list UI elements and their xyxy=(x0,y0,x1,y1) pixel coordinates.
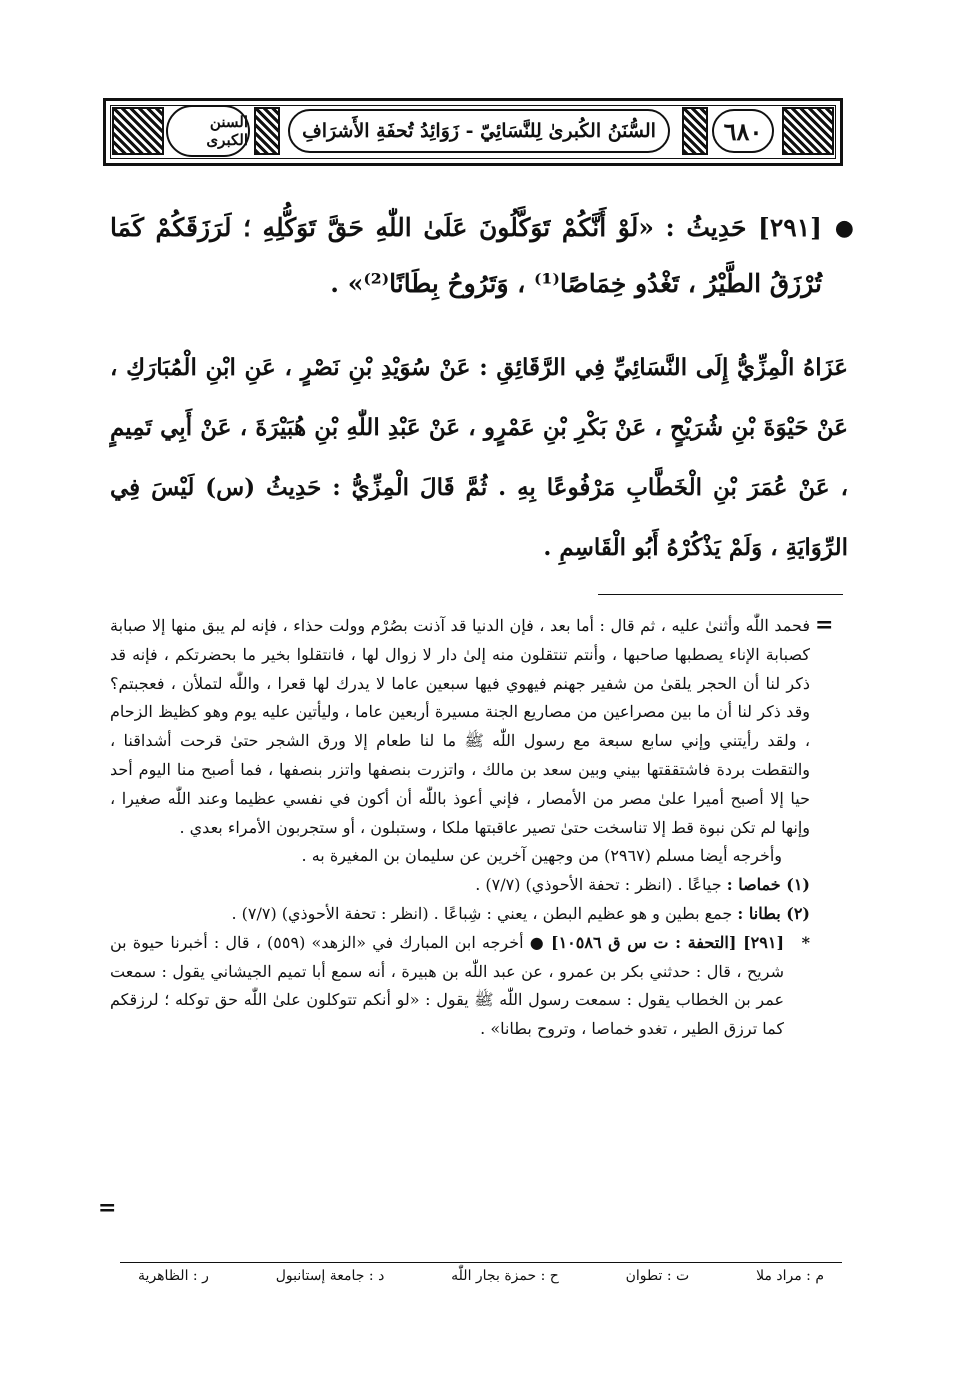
narration-paragraph xyxy=(110,338,848,578)
ornament-right-inner xyxy=(682,107,708,155)
siglum-item: ح : حمزة بجار اللّٰه xyxy=(451,1268,559,1284)
footnote-also: وأخرجه أيضا مسلم (٢٩٦٧) من وجهين آخرين عن سليمان بن المغيرة به . xyxy=(301,846,782,866)
continuation-mark: = xyxy=(815,612,834,638)
continuation-mark-end: = xyxy=(98,1195,117,1221)
book-emblem-logo xyxy=(166,105,250,157)
emblem-text: السنن الكبرى xyxy=(206,113,248,149)
hadith-text: [٢٩١] حَدِيثُ : «لَوْ أَنَّكُمْ تَوَكَّلُونَ عَلَىٰ اللّٰهِ حَقَّ تَوَكُّلِهِ ؛ لَرَزَقَكُمْ كَمَا تُرْزَقُ الطَّيْرُ ، تَغْدُو خِمَاصًا⁽¹⁾ ، وَتَرُوحُ بِطَانًا⁽²⁾» . xyxy=(110,213,822,298)
footnote-separator xyxy=(598,594,843,595)
narration-text: عَزَاهُ الْمِزِّيُّ إِلَى النَّسَائِيِّ فِي الرَّقَائِقِ : عَنْ سُوَيْدِ بْنِ نَصْرٍ ، عَنِ ابْنِ الْمُبَارَكِ ، عَنْ حَيْوَةَ بْنِ شُرَيْحٍ ، عَنْ بَكْرِ بْنِ عَمْرٍو ، عَنْ عَبْدِ اللّٰهِ بْنِ هُبَيْرَةَ ، عَنْ أَبِي تَمِيمٍ ، عَنْ عُمَرَ بْنِ الْخَطَّابِ مَرْفُوعًا بِهِ . ثُمَّ قَالَ الْمِزِّيُّ : حَدِيثُ (س) لَيْسَ فِي الرِّوَايَةِ ، وَلَمْ يَذْكُرْهُ أَبُو الْقَاسِمِ . xyxy=(110,354,848,561)
footnote-1-text: جياعًا . (انظر : تحفة الأحوذي) (٧/٧) . xyxy=(475,875,722,895)
footnotes xyxy=(110,612,810,1044)
bullet-icon: ● xyxy=(834,215,854,241)
asterisk-icon: * xyxy=(801,932,810,952)
page-header xyxy=(103,98,843,166)
page-number: ٦٨٠ xyxy=(712,109,774,153)
footnote-2 xyxy=(110,900,810,929)
siglum-item: م : مراد ملا xyxy=(756,1268,824,1284)
ornament-left-inner xyxy=(254,107,280,155)
footnote-continued: فحمد اللّٰه وأثنىٰ عليه ، ثم قال : أما بعد ، فإن الدنيا قد آذنت بصُرْم وولت حذاء ، فإنه لم يبق منها إلا صبابة كصبابة الإناء يصطبها صاحبها ، وأنتم تنتقلون منه إلىٰ دار لا زوال لها ، فانتقلوا بخير ما بحضرتكم ، فإنه قد ذكر لنا أن الحجر يلقىٰ من شفير جهنم فيهوي فيها سبعين عاما لا يدرك لها قعرا ، واللّٰه لتملأن ، فعجبتم؟ وقد ذكر لنا أن ما بين مصراعين من مصاريع الجنة مسيرة أربعين عاما ، وليأتين عليه يوم وهو كظيظ الزحام ، ولقد رأيتني وإني سابع سبعة مع رسول اللّٰه ﷺ ما لنا طعام إلا ورق الشجر حتىٰ قرحت أشداقنا ، والتقطت بردة فاشتققتها بيني وبين سعد بن مالك ، واتزرت بنصفها واتزر بنصفها ، فما أصبح منا اليوم أحد حيا إلا أصبح أميرا علىٰ مصر من الأمصار ، فإني أعوذ باللّٰه أن أكون في نفسي عظيما وعند اللّٰه صغيرا ، وإنها لم تكن نبوة قط إلا تناسخت حتىٰ تصير عاقبتها ملكا ، وستبلون ، أو ستجربون الأمراء بعدي . xyxy=(110,616,810,837)
takhrij-reference: [٢٩١] [التحفة : ت س ق ١٠٥٨٦] xyxy=(550,932,785,952)
siglum-item: ت : تطوان xyxy=(625,1268,690,1284)
footnote-1 xyxy=(110,871,810,900)
takhrij-text: ● أخرجه ابن المبارك في «الزهد» (٥٥٩) ، قال : أخبرنا حيوة بن شريح ، قال : حدثني بكر بن عمرو ، عن عبد اللّٰه بن هبيرة ، أنه سمع أبا تميم الجيشاني يقول : سمعت عمر بن الخطاب يقول : سمعت رسول اللّٰه ﷺ يقول : «لو أنكم تتوكلون علىٰ اللّٰه حق توكله ؛ لرزقكم كما ترزق الطير ، تغدو خماصا ، وتروح بطانا» . xyxy=(110,932,784,1039)
footnote-2-text: جمع بطين و هو عظيم البطن ، يعني : شِباعًا . (انظر : تحفة الأحوذي) (٧/٧) . xyxy=(231,903,733,923)
siglum-item: د : جامعة إستانبول xyxy=(275,1268,385,1284)
footnote-2-label: (٢) بطانا : xyxy=(737,903,810,923)
manuscript-sigla xyxy=(120,1268,842,1294)
ornament-right-outer xyxy=(782,107,834,155)
bottom-separator xyxy=(120,1262,842,1263)
main-text xyxy=(110,200,854,578)
ornament-left-outer xyxy=(112,107,164,155)
hadith-entry xyxy=(110,200,854,312)
running-title: السُّنَنُ الكُبرىٰ لِلنَّسَائِيّ - زَوَائِدُ تُحفَةِ الأَشرَافِ xyxy=(288,109,670,153)
siglum-item: ر : الظاهرية xyxy=(138,1268,209,1284)
takhrij-note xyxy=(110,929,810,1044)
footnote-1-label: (١) خماصا : xyxy=(726,875,810,895)
